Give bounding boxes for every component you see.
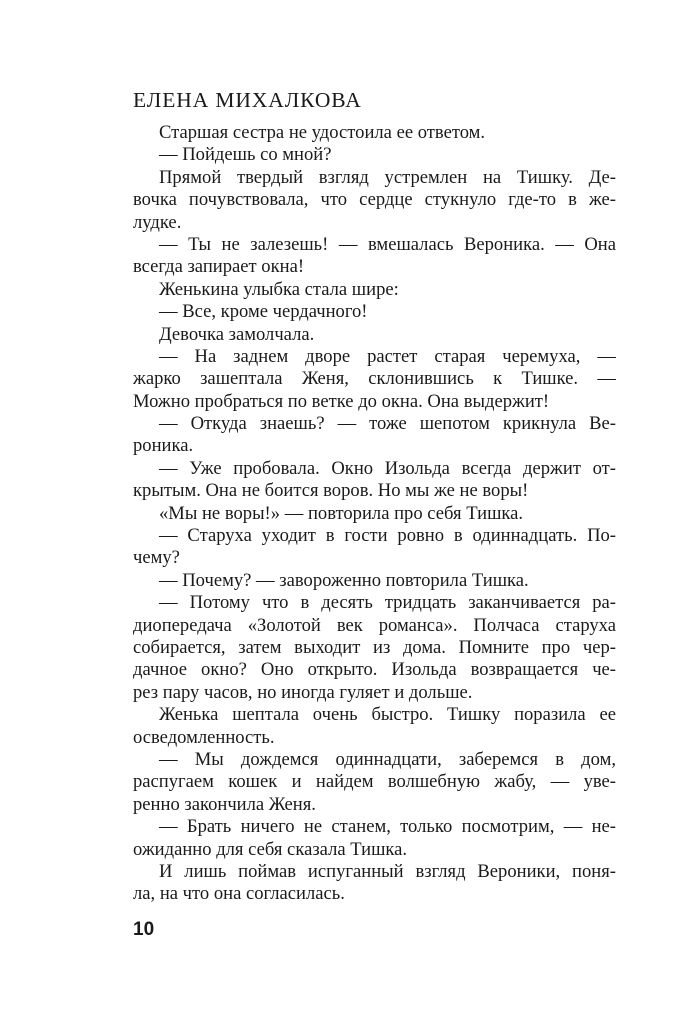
text-line: — Ты не залезешь! — вмешалась Вероника. — Она bbox=[159, 233, 616, 255]
text-line: — Потому что в десять тридцать заканчивается ра- bbox=[159, 592, 616, 614]
text-line: роника. bbox=[133, 435, 194, 457]
text-line: Женькина улыбка стала шире: bbox=[159, 278, 399, 300]
text-line: вочка почувствовала, что сердце стукнуло где-то в же- bbox=[133, 189, 616, 211]
text-line: диопередача «Золотой век романса». Полчаса старуха bbox=[133, 614, 616, 636]
text-line: крытым. Она не боится воров. Но мы же не воры! bbox=[133, 480, 529, 502]
text-line: — Мы дождемся одиннадцати, заберемся в дом, bbox=[159, 748, 616, 770]
text-line: — Почему? — завороженно повторила Тишка. bbox=[159, 569, 529, 591]
text-line: И лишь поймав испуганный взгляд Вероники, поня- bbox=[159, 860, 616, 882]
text-line: Можно пробраться по ветке до окна. Она выдержит! bbox=[133, 390, 550, 412]
text-line: — На заднем дворе растет старая черемуха, — bbox=[159, 345, 616, 367]
body-text bbox=[133, 122, 616, 906]
text-line: рез пару часов, но иногда гуляет и дольше. bbox=[133, 681, 473, 703]
text-line: Прямой твердый взгляд устремлен на Тишку. Де- bbox=[159, 166, 616, 188]
text-line: Девочка замолчала. bbox=[159, 323, 315, 345]
text-line: распугаем кошек и найдем волшебную жабу, — уве- bbox=[133, 771, 616, 793]
text-line: ожиданно для себя сказала Тишка. bbox=[133, 838, 408, 860]
text-line: — Старуха уходит в гости ровно в одиннадцать. По- bbox=[159, 525, 616, 547]
text-line: лудке. bbox=[133, 211, 182, 233]
text-line: жарко зашептала Женя, склонившись к Тишке. — bbox=[133, 368, 616, 390]
text-line: ла, на что она согласилась. bbox=[133, 883, 345, 905]
text-line: всегда запирает окна! bbox=[133, 256, 305, 278]
text-line: «Мы не воры!» — повторила про себя Тишка. bbox=[159, 502, 524, 524]
text-line: — Уже пробовала. Окно Изольда всегда держит от- bbox=[159, 457, 616, 479]
text-line: — Брать ничего не станем, только посмотрим, — не- bbox=[159, 816, 616, 838]
text-line: чему? bbox=[133, 547, 180, 569]
page-number: 10 bbox=[133, 919, 155, 940]
text-line: — Откуда знаешь? — тоже шепотом крикнула Ве- bbox=[159, 413, 616, 435]
text-line: дачное окно? Оно открыто. Изольда возвращается че- bbox=[133, 659, 616, 681]
text-line: ренно закончила Женя. bbox=[133, 793, 316, 815]
text-line: — Все, кроме чердачного! bbox=[159, 301, 368, 323]
text-line: собирается, затем выходит из дома. Помните про чер- bbox=[133, 636, 616, 658]
text-line: Старшая сестра не удостоила ее ответом. bbox=[159, 122, 486, 143]
running-header-author: ЕЛЕНА МИХАЛКОВА bbox=[133, 88, 362, 112]
text-line: осведомленность. bbox=[133, 726, 275, 748]
text-line: Женька шептала очень быстро. Тишку поразила ее bbox=[159, 704, 616, 726]
text-line: — Пойдешь со мной? bbox=[159, 144, 332, 166]
